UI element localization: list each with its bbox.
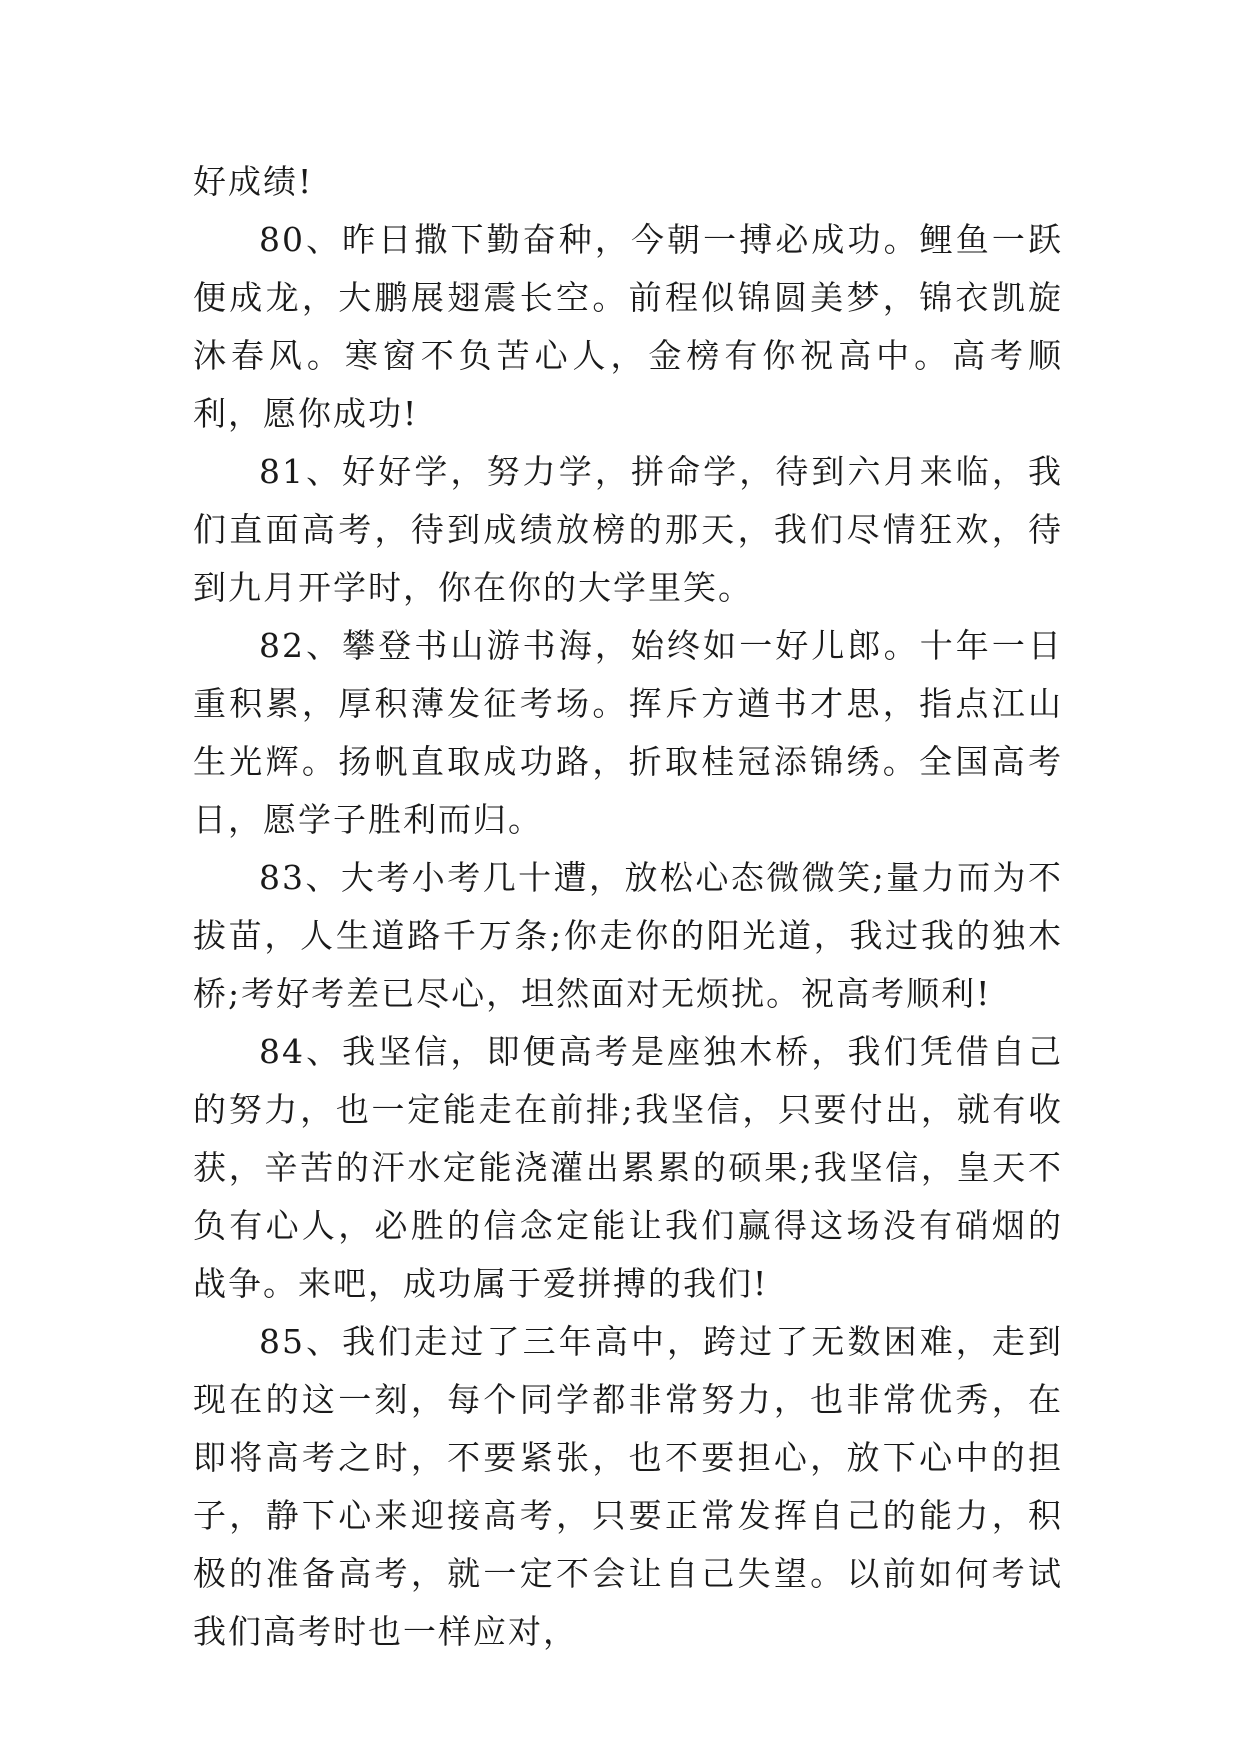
paragraph-84: 84、我坚信，即便高考是座独木桥，我们凭借自己的努力，也一定能走在前排;我坚信，只要付出，就有收获，辛苦的汗水定能浇灌出累累的硕果;我坚信，皇天不负有心人，必胜的信念定能让我们赢得这场没有硝烟的战争。来吧，成功属于爱拼搏的我们! [193, 1032, 1063, 1303]
paragraph-80: 80、昨日撒下勤奋种，今朝一搏必成功。鲤鱼一跃便成龙，大鹏展翅震长空。前程似锦圆美梦，锦衣凯旋沐春风。寒窗不负苦心人，金榜有你祝高中。高考顺利，愿你成功! [193, 220, 1063, 433]
paragraph-85: 85、我们走过了三年高中，跨过了无数困难，走到现在的这一刻，每个同学都非常努力，也非常优秀，在即将高考之时，不要紧张，也不要担心，放下心中的担子，静下心来迎接高考，只要正常发挥自己的能力，积极的准备高考，就一定不会让自己失望。以前如何考试我们高考时也一样应对， [193, 1322, 1063, 1651]
paragraph-81: 81、好好学，努力学，拼命学，待到六月来临，我们直面高考，待到成绩放榜的那天，我们尽情狂欢，待到九月开学时，你在你的大学里笑。 [193, 452, 1063, 607]
document-body [193, 153, 1063, 1661]
paragraph-continuation: 好成绩! [193, 162, 314, 201]
paragraph-83: 83、大考小考几十遭，放松心态微微笑;量力而为不拔苗，人生道路千万条;你走你的阳光道，我过我的独木桥;考好考差已尽心，坦然面对无烦扰。祝高考顺利! [193, 858, 1063, 1013]
paragraph-82: 82、攀登书山游书海，始终如一好儿郎。十年一日重积累，厚积薄发征考场。挥斥方遒书才思，指点江山生光辉。扬帆直取成功路，折取桂冠添锦绣。全国高考日，愿学子胜利而归。 [193, 626, 1063, 839]
